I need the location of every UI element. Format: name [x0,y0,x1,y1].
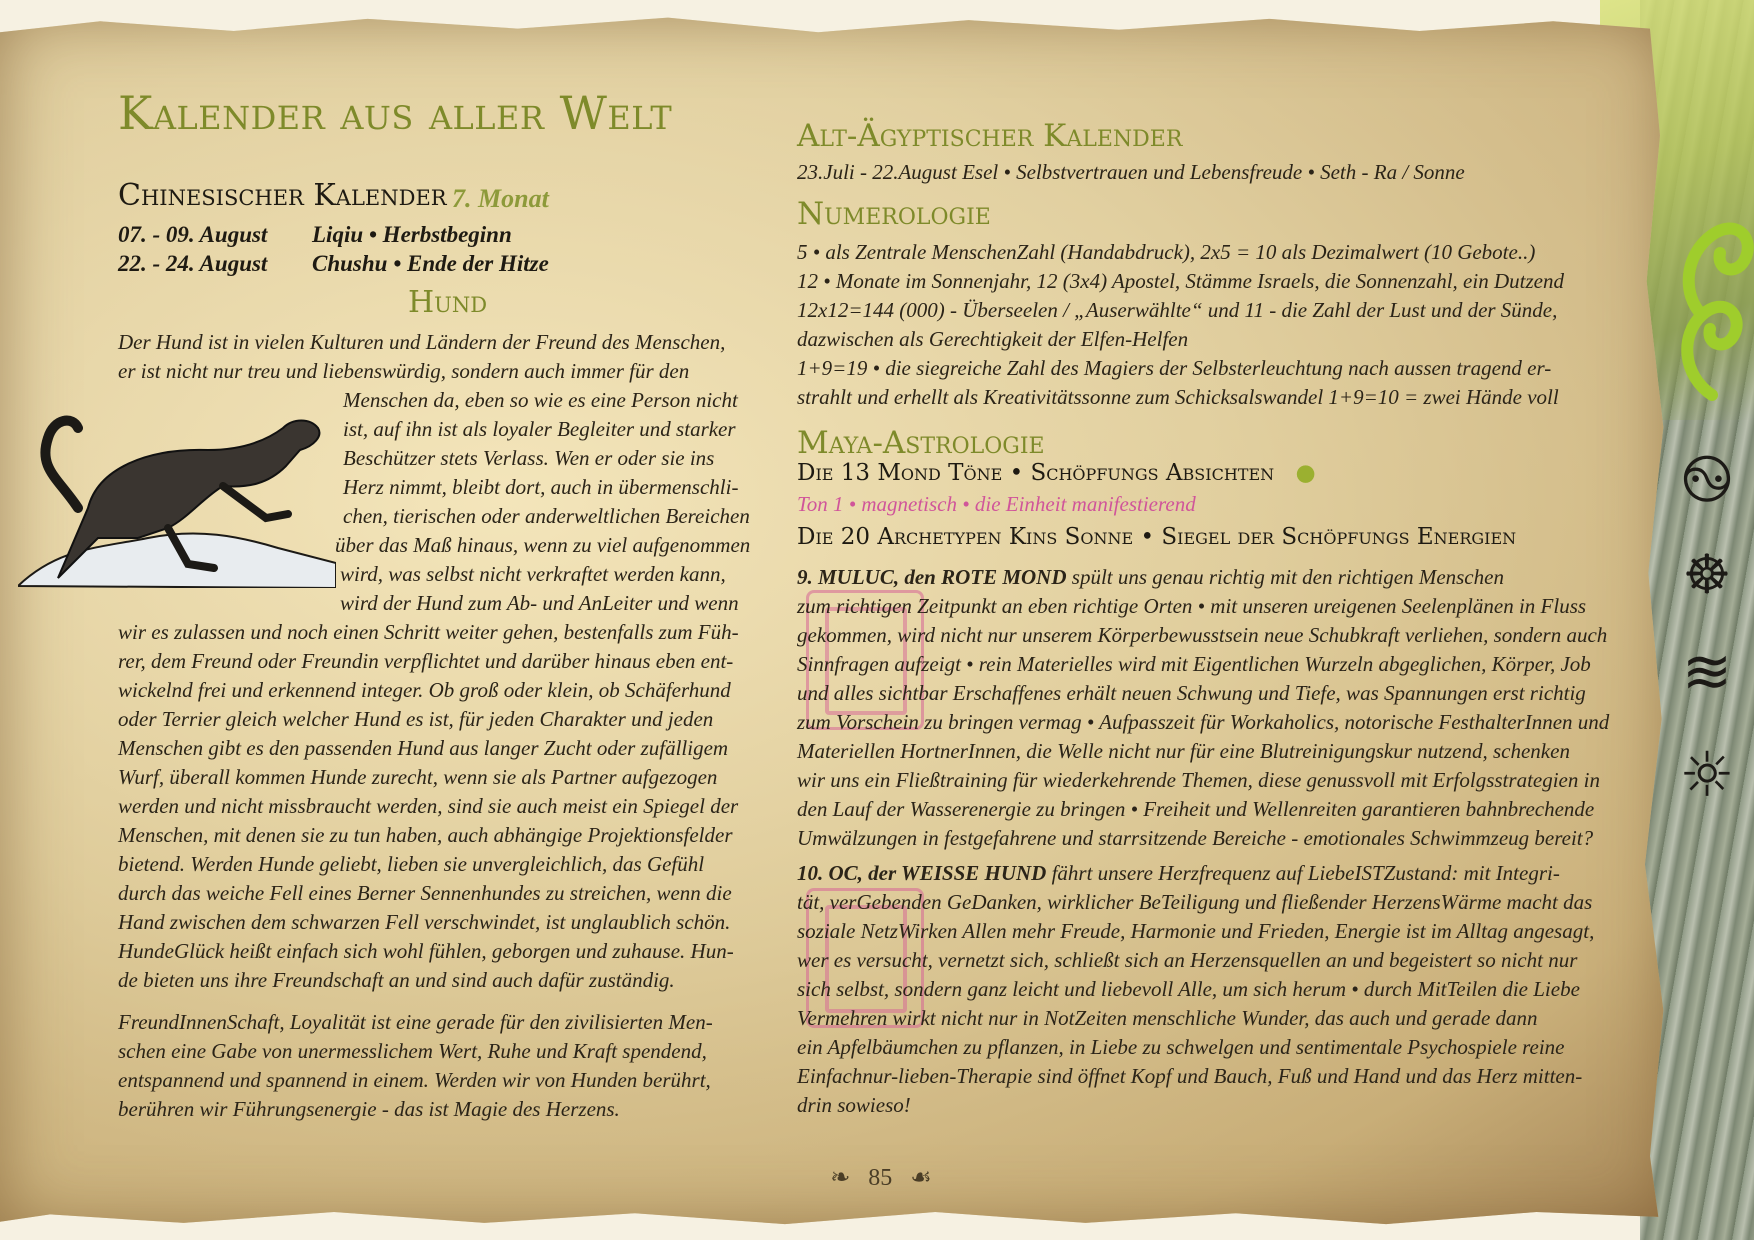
egypt-heading: Alt-Ägyptischer Kalender [797,118,1183,154]
date-row: 07. - 09. August Liqiu • Herbstbeginn [118,222,512,247]
numerology-heading: Numerologie [797,196,991,232]
month-label: 7. Monat [452,184,549,213]
ornament-right-icon: ☙ [910,1165,932,1191]
dog-illustration [18,388,336,588]
archetypes-heading: Die 20 Archetypen Kins Sonne • Siegel der Schöpfungs Energien [797,524,1517,550]
triskele-icon: ࿊ [1681,440,1733,517]
moon-tones-heading: Die 13 Mond Töne • Schöpfungs Absichten ● [797,460,1316,486]
mayan-glyph-icon: ☸ [1682,543,1732,606]
egypt-line: 23.Juli - 22.August Esel • Selbstvertrauen und Lebensfreude • Seth - Ra / Sonne [797,160,1465,184]
page: ࿊ ☸ ≋ ☼ Kalender aus aller Welt Chinesischer Kalender 7. Monat 07. - 09. August Liqiu • Herbstbeginn 22. - 24. August Chushu • Ende der Hitze Hund Der Hund ist in vielen Kulturen und Ländern der Freund des Menschen, er ist nicht nur treu und liebenswürdig, sondern auch immer für den Menschen da, eben so wie es eine Person nicht ist, auf ihn ist als loyaler Begleiter und starker Beschützer stets Verlass. Wen er oder sie ins Herz nimmt, bleibt dort, auch in übermenschli- chen, tierischen oder anderweltlichen Bereichen über das Maß hinaus, wenn zu viel aufgenommen wird, was selbst nicht verkraftet werden kann, wird der Hund zum Ab- und AnLeiter und wenn wir es zulassen und noch einen Schritt weiter gehen, bestenfalls zum Füh- rer, dem Freund oder Freundin verpflichtet und darüber hinaus eben ent- wickelnd frei und erkennend integer. Ob groß oder klein, ob Schäferhund oder Terrier gleich welcher Hund es ist, für jeden Charakter und jeden Menschen gibt es den passenden Hund aus langer Zucht oder zufälligem Wurf, überall kommen Hunde zurecht, wenn sie als Partner aufgezogen werden und nicht missbraucht werden, sind sie auch meist ein Spiegel der Menschen, mit denen sie zu tun haben, auch abhängige Projektionsfelder bietend. Werden Hunde geliebt, lieben sie unvergleichlich, das Gefühl durch das weiche Fell eines Berner Sennenhundes zu streichen, wenn die Hand zwischen dem schwarzen Fell verschwindet, ist unglaublich schön. HundeGlück heißt einfach sich wohl fühlen, geborgen und zuhause. Hun- de bieten uns ihre Freundschaft an und sind auch dafür zuständig. FreundInnenSchaft, Loyalität ist eine gerade für den zivilisierten Men- schen eine Gabe von unermesslichem Wert, Ruhe und Kraft spendend, entspannend und spannend in einem. Werden wir von Hunden berührt, berühren wir Führungsenergie - das ist Magie des Herzens. Alt-Ägyptischer Kalender 23.Juli - 22.August Esel • Selbstvertrauen und Lebensfreude • Seth - Ra / Sonne Numerologie 5 • als Zentrale MenschenZahl (Handabdruck), 2x5 = 10 als Dezimalwert (10 Gebote..) 12 • Monate im Sonnenjahr, 12 (3x4) Apostel, Stämme Israels, die Sonnenzahl, ein Dutzend 12x12=144 (000) - Überseelen / „Auserwählte“ und 11 - die Zahl der Lust und der Sünde, dazwischen als Gerechtigkeit der Elfen-Helfen 1+9=19 • die siegreiche Zahl des Magiers der Selbsterleuchtung nach aussen tragend er- strahlt und erhellt als Kreativitätssonne zum Schicksalswandel 1+9=10 = zwei Hände voll Maya-Astrologie Die 13 Mond Töne • Schöpfungs Absichten ● Ton 1 • magnetisch • die Einheit manifestierend Die 20 Archetypen Kins Sonne • Siegel der Schöpfungs Energien 9. MULUC, den ROTE MOND spült uns genau richtig mit den richtigen Menschen zum richtigen Zeitpunkt an eben richtige Orten • mit unseren ureigenen Seelenplänen in Fluss gekommen, wird nicht nur unserem Körperbewusstsein neue Schubkraft verliehen, sondern auch Sinnfragen aufzeigt • rein Materielles wird mit Eigentlichen Wurzeln abgeglichen, Körper, Job und alles sichtbar Erschaffenes erhält neuen Schwung und Tiefe, was Spannungen erst richtig zum Vorschein zu bringen vermag • Aufpasszeit für Workaholics, notorische FesthalterInnen und Materiellen HortnerInnen, die Welle nicht nur für eine Blutreinigungskur nutzend, schenken wir uns ein Fließtraining für wiederkehrende Themen, diese genussvoll mit Erfolgsstrategien in den Lauf der Wasserenergie zu bringen • Freiheit und Wellenreiten garantieren bahnbrechende Umwälzungen in festgefahrene und starrsitzende Bereiche - emotionales Schwimmzeug bereit? 10. OC, der WEISSE HUND fährt unsere Herzfrequenz auf LiebeISTZustand: mit Integri- tät, verGebenden GeDanken, wirklicher BeTeiligung und fließender HerzensWärme macht das soziale NetzWirken Allen mehr Freude, Harmonie und Frieden, Energie ist im Alltag angesagt, wer es versucht, vernetzt sich, schließt sich an Herzensquellen an und begeistert so nicht nur sich selbst, sondern ganz leicht und liebevoll Alle, um sich herum • durch MitTeilen die Liebe Vermehren wirkt nicht nur in NotZeiten menschliche Wunder, das auch und gerade dann ein Apfelbäumchen zu pflanzen, in Liebe zu schwelgen und sentimentale Psychospiele reine Einfachnur-lieben-Therapie sind öffnet Kopf und Bauch, Fuß und Hand und das Herz mitten- drin sowieso! ❧ 85 ☙ [0,0,1754,1240]
page-title: Kalender aus aller Welt [118,86,673,140]
tone-line: Ton 1 • magnetisch • die Einheit manifestierend [797,492,1196,516]
maya-heading: Maya-Astrologie [797,425,1045,461]
green-spiral-icon [1672,205,1754,405]
date-row: 22. - 24. August Chushu • Ende der Hitze [118,251,549,276]
page-number: ❧ 85 ☙ [830,1165,932,1191]
chinese-calendar-heading: Chinesischer Kalender [118,178,447,213]
ornament-left-icon: ❧ [830,1165,851,1191]
wave-glyph-icon: ≋ [1681,637,1733,707]
hund-heading: Hund [408,285,488,320]
sun-glyph-icon: ☼ [1679,738,1735,811]
